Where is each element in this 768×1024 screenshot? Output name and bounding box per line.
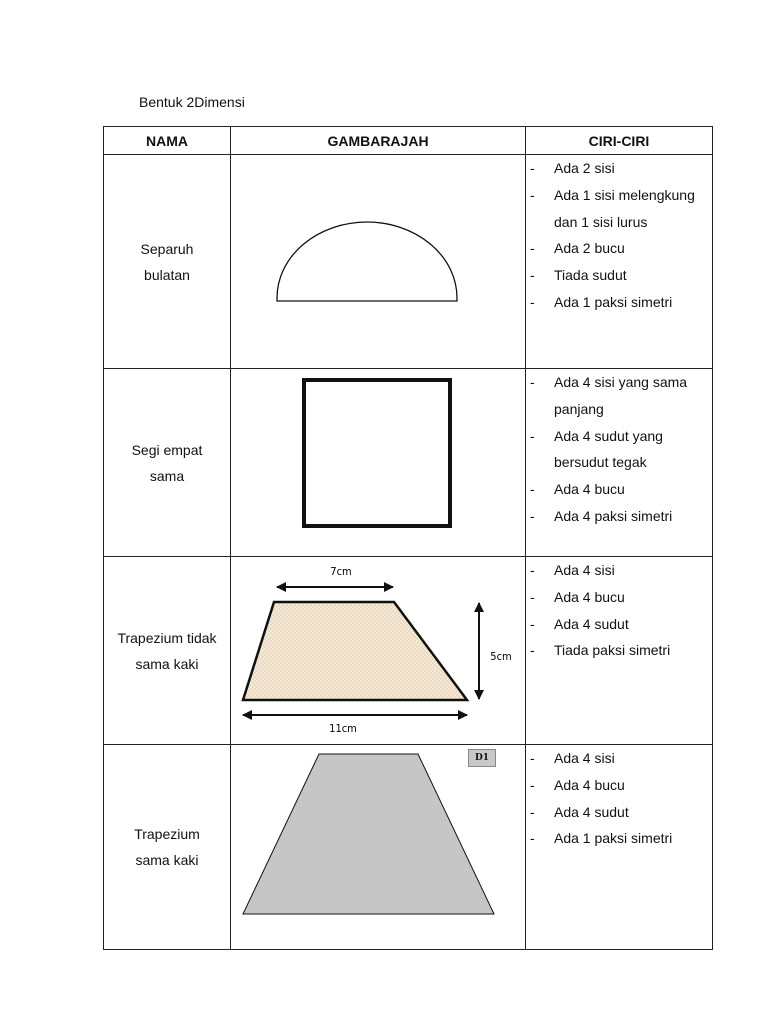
trapezium-figure: [231, 557, 526, 744]
shape-name: [104, 155, 231, 369]
feature-list: [526, 155, 712, 316]
header-nama: NAMA: [104, 127, 231, 155]
shapes-table: [103, 126, 713, 950]
shape-features: [526, 369, 713, 557]
shape-name-line: Separuh: [140, 240, 194, 257]
list-item: - Tiada sudut: [554, 262, 706, 289]
table-row: [104, 745, 713, 950]
list-item: - Ada 4 sudut: [554, 799, 706, 826]
height-measure-label: 5cm: [490, 650, 512, 663]
feature-list: [526, 557, 712, 664]
table-row: [104, 155, 713, 369]
list-item: - Ada 2 sisi: [554, 155, 706, 182]
figure-tag-badge: D1: [468, 749, 496, 767]
list-item: - Ada 4 bucu: [554, 584, 706, 611]
list-item: - Ada 4 paksi simetri: [554, 503, 706, 530]
square-figure: [231, 369, 526, 556]
top-measure-label: 7cm: [330, 565, 352, 578]
header-gambarajah: GAMBARAJAH: [231, 127, 526, 155]
list-item: - Ada 4 bucu: [554, 772, 706, 799]
shape-name-line: Trapezium: [134, 826, 200, 842]
semicircle-figure: [231, 155, 526, 368]
document-title: Bentuk 2Dimensi: [139, 94, 245, 110]
shape-features: [526, 745, 713, 950]
shape-name-line: Trapezium tidak: [117, 629, 217, 646]
shape-name-line: sama kaki: [135, 852, 199, 868]
isosceles-trapezium-figure: [231, 745, 526, 949]
trapezium-shape: [243, 602, 467, 700]
list-item: - Ada 4 sisi: [554, 557, 706, 584]
shape-features: [526, 155, 713, 369]
list-item: - Ada 4 sisi: [554, 745, 706, 772]
list-item: - Ada 4 sudut yang bersudut tegak: [554, 423, 706, 477]
shape-figure: [231, 369, 526, 557]
shape-name-line: bulatan: [144, 266, 190, 283]
feature-list: [526, 369, 712, 530]
shape-name-line: Segi empat: [131, 441, 203, 458]
feature-list: [526, 745, 712, 852]
table-row: [104, 369, 713, 557]
shape-name: [104, 557, 231, 745]
list-item: - Ada 1 paksi simetri: [554, 825, 706, 852]
isosceles-trapezium-shape: [243, 754, 494, 914]
shape-name: [104, 369, 231, 557]
bottom-measure-label: 11cm: [329, 722, 357, 735]
list-item: - Ada 1 paksi simetri: [554, 289, 706, 316]
header-ciri-ciri: CIRI-CIRI: [526, 127, 713, 155]
table-header-row: [104, 127, 713, 155]
shape-name-line: sama: [149, 467, 185, 484]
shape-figure: [231, 745, 526, 950]
list-item: - Ada 1 sisi melengkung dan 1 sisi lurus: [554, 182, 706, 236]
list-item: - Ada 4 bucu: [554, 476, 706, 503]
shape-name: [104, 745, 231, 950]
list-item: - Ada 4 sudut: [554, 611, 706, 638]
shape-features: [526, 557, 713, 745]
list-item: - Ada 2 bucu: [554, 235, 706, 262]
square-shape: [304, 380, 450, 526]
shape-name-line: sama kaki: [135, 655, 199, 672]
shape-figure: [231, 155, 526, 369]
semicircle-shape: [277, 222, 457, 301]
list-item: - Ada 4 sisi yang sama panjang: [554, 369, 706, 423]
table-row: [104, 557, 713, 745]
shape-figure: [231, 557, 526, 745]
list-item: - Tiada paksi simetri: [554, 637, 706, 664]
